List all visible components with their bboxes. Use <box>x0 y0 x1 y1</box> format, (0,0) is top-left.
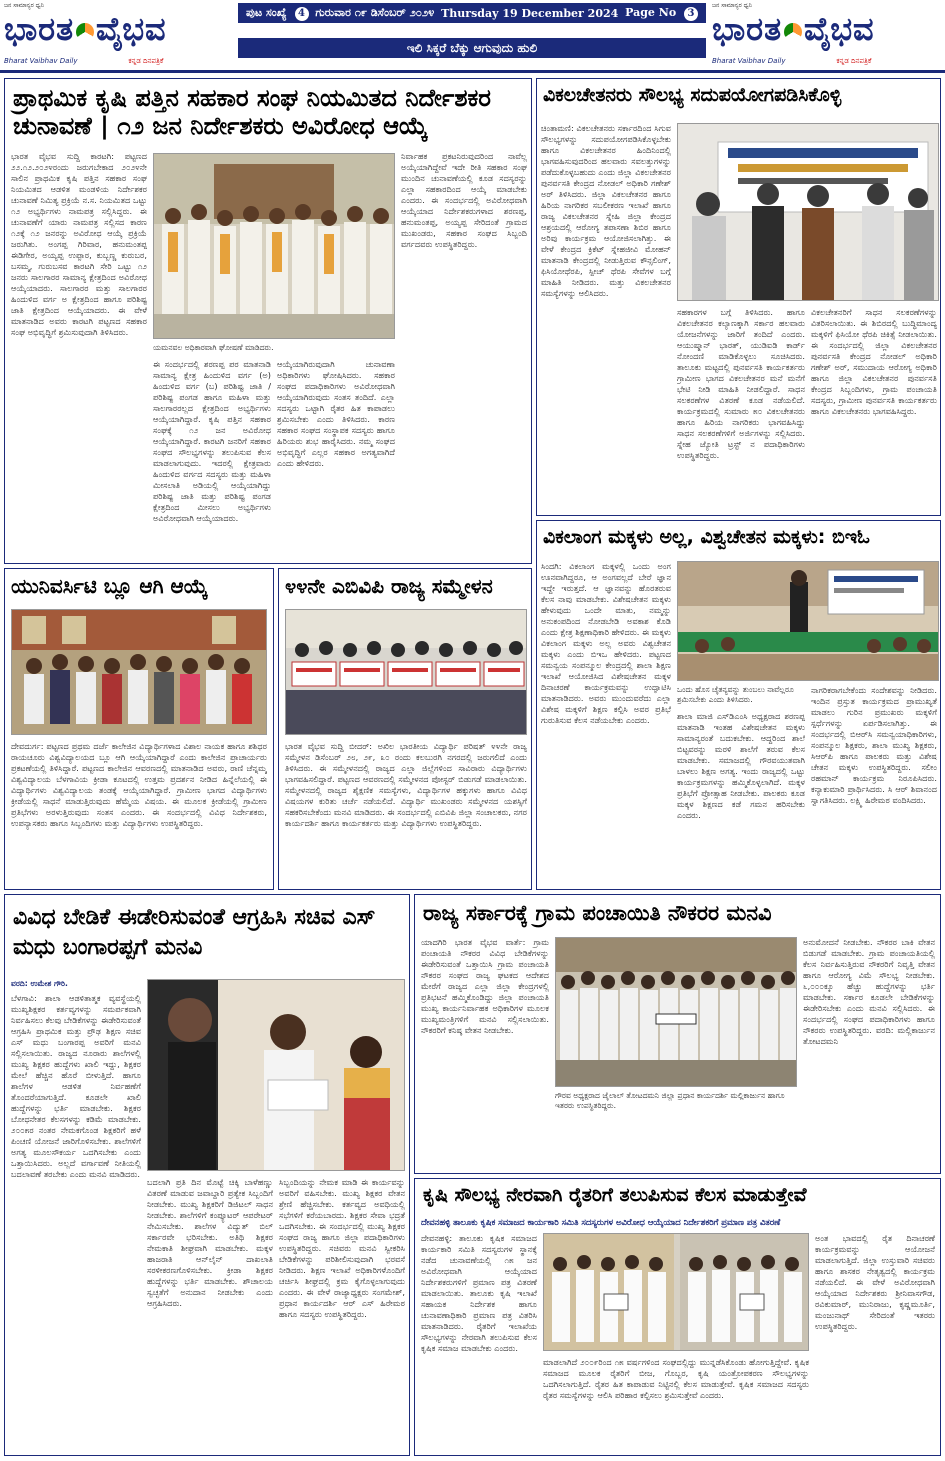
article-body-col2: ಈ ಸಂದರ್ಭದಲ್ಲಿ ಶರಣಪ್ಪ ಪರ ಮಾತನಾಡಿ ಸಾಮಾನ್ಯ ಕ್ಷೇತ್ರ ಹಿಂದುಳಿದ ವರ್ಗ (ಅ) ಹಿಂದುಳಿದ ವರ್ಗ (ಬ) ಪರಿಶಿಷ್ಟ ಜಾತಿ / ಪರಿಶಿಷ್ಟ ಪಂಗಡ ಹಾಗೂ ಮಹಿಳಾ ಮತ್ತು ಸಾಲಗಾರರಲ್ಲದ ಕ್ಷೇತ್ರದಿಂದ ಅಭ್ಯರ್ಥಿಗಳು ಆಯ್ಕೆಯಾಗಿದ್ದಾರೆ. ಕೃಷಿ ಪತ್ತಿನ ಸಹಕಾರ ಸಂಘಕ್ಕೆ ೧೨ ಜನ ಅವಿರೋಧ ಆಯ್ಕೆಯಾಗಿದ್ದಾರೆ. ಕಾರಟಗಿ ಜನರಿಗೆ ಸಹಕಾರ ಸಂಘದ ಸೌಲಭ್ಯಗಳನ್ನು ತಲುಪಿಸುವ ಕೆಲಸ ಮಾಡಲಾಗುವುದು. ಇದರಲ್ಲಿ ಕ್ಷೇತ್ರವಾರು ಹಿಂದುಳಿದ ವರ್ಗದ ಸದಸ್ಯರು ಮತ್ತು ಮಹಿಳಾ ಮೀಸಲಾತಿ ಅಡಿಯಲ್ಲಿ ಆಯ್ಕೆಯಾಗಿದ್ದು ಪರಿಶಿಷ್ಟ ಜಾತಿ ಮತ್ತು ಪರಿಶಿಷ್ಟ ಪಂಗಡ ಕ್ಷೇತ್ರದಿಂದ ಮೀಸಲು ಅಭ್ಯರ್ಥಿಗಳು ಅವಿರೋಧವಾಗಿ ಆಯ್ಕೆಯಾದರು. <box>153 359 271 523</box>
logo-sub: ಕನ್ನಡ ದಿನಪತ್ರಿಕೆ <box>836 57 872 65</box>
article-body-col2: ಮಾಡಲಾಗಿದೆ ೨೦೦೯ರಿಂದ ೧೫ ವರ್ಷಗಳಿಂದ ಸಂಘದಲ್ಲಿದ್ದು ಮುನ್ನಡೆಸಿಕೊಂಡು ಹೋಗುತ್ತಿದ್ದೇವೆ. ಕೃಷಿಕ ಸಮಾಜದ ಮೂಲಕ ರೈತರಿಗೆ ಬೀಜ, ಗೊಬ್ಬರ, ಕೃಷಿ ಯಂತ್ರೋಪಕರಣ ಸೌಲಭ್ಯಗಳನ್ನು ಒದಗಿಸಲಾಗುತ್ತಿದೆ. ರೈತರ ಹಿತ ಕಾಪಾಡುವ ನಿಟ್ಟಿನಲ್ಲಿ ಕೆಲಸ ಮಾಡುತ್ತೇವೆ. ಕೃಷಿಕ ಸಮಾಜದ ಸದಸ್ಯರು ರೈತರ ಸಮಸ್ಯೆಗಳನ್ನು ಆಲಿಸಿ ಪರಿಹಾರ ಕಲ್ಪಿಸಲು ಶ್ರಮಿಸುತ್ತೇವೆ ಎಂದರು. <box>543 1357 809 1400</box>
article-body-col3: ಸಿಬ್ಬಂದಿಯನ್ನು ನೇಮಕ ಮಾಡಿ ಈ ಕಾರ್ಯವನ್ನು ಅವರಿಗೆ ವಹಿಸಬೇಕು. ಮುಖ್ಯ ಶಿಕ್ಷಕರ ವೇತನ ಶ್ರೇಣಿ ಹೆಚ್ಚಿಸಬೇಕು. ಕರ್ತವ್ಯದ ಅವಧಿಯಲ್ಲಿ ಸಭೆಗಳಿಗೆ ಕರೆಯಬಾರದು. ಶಿಕ್ಷಕರ ಸೇವಾ ಭದ್ರತೆ ಒದಗಿಸಬೇಕು. ಈ ಸಂದರ್ಭದಲ್ಲಿ ಮುಖ್ಯ ಶಿಕ್ಷಕರ ಸಂಘದ ರಾಜ್ಯ ಹಾಗೂ ಜಿಲ್ಲಾ ಪದಾಧಿಕಾರಿಗಳು ಉಪಸ್ಥಿತರಿದ್ದರು. ಸಚಿವರು ಮನವಿ ಸ್ವೀಕರಿಸಿ ಬೇಡಿಕೆಗಳನ್ನು ಪರಿಶೀಲಿಸುವುದಾಗಿ ಭರವಸೆ ನೀಡಿದರು. ಶಿಕ್ಷಣ ಇಲಾಖೆ ಅಧಿಕಾರಿಗಳೊಂದಿಗೆ ಚರ್ಚಿಸಿ ಶೀಘ್ರದಲ್ಲಿ ಕ್ರಮ ಕೈಗೊಳ್ಳಲಾಗುವುದು ಎಂದರು. ಈ ವೇಳೆ ರಾಜ್ಯಾಧ್ಯಕ್ಷರು ಸಂಗಮೇಶ್, ಪ್ರಧಾನ ಕಾರ್ಯದರ್ಶಿ ಆರ್ ಎಸ್ ಹಿರೇಮಠ ಹಾಗೂ ಸದಸ್ಯರು ಉಪಸ್ಥಿತರಿದ್ದರು. <box>279 1177 405 1319</box>
article-photo <box>11 609 267 735</box>
article-farmers-society <box>414 1178 941 1456</box>
headline: ರಾಜ್ಯ ಸರ್ಕಾರಕ್ಕೆ ಗ್ರಾಮ ಪಂಚಾಯಿತಿ ನೌಕರರ ಮನವಿ <box>423 901 772 925</box>
article-photo <box>677 561 939 681</box>
headline: ವಿಕಲಾಂಗ ಮಕ್ಕಳು ಅಲ್ಲ, ವಿಶ್ವಚೇತನ ಮಕ್ಕಳು: ಬಿಇಓ <box>543 526 870 548</box>
article-body-col4: ನಿರ್ವಾಹಕ ಪ್ರಕಟನಿರುವುದರಿಂದ ನಾವೆಲ್ಲ ಅಯ್ಕೆಯಾಗಿದ್ದೇವೆ ಇದೇ ರೀತಿ ಸಹಕಾರ ಸಂಘ ಮುಂದಿನ ಚುನಾವಣೆಯಲ್ಲಿ ಕೂಡ ಸದಸ್ಯರನ್ನು ಎಲ್ಲಾ ಸಹಕಾರದಿಂದ ಆಯ್ಕೆ ಮಾಡಬೇಕು ಎಂದರು. ಈ ಸಂದರ್ಭದಲ್ಲಿ ಅವಿರೋಧವಾಗಿ ಆಯ್ಕೆಯಾದ ನಿರ್ದೇಶಕರುಗಳಾದ ಶರಣಪ್ಪ, ಹನುಮಂತಪ್ಪ, ಅಯ್ಯಪ್ಪ ಸೇರಿದಂತೆ ಗ್ರಾಮದ ಮುಖಂಡರು, ಸಹಕಾರ ಸಂಘದ ಸಿಬ್ಬಂದಿ ವರ್ಗದವರು ಉಪಸ್ಥಿತರಿದ್ದರು. <box>401 151 527 249</box>
article-body-col3: ನಾಗರಿಕರಾಗಬೇಕೆಂದು ಸಂದೇಶವನ್ನು ನೀಡಿದರು. ಇಂದಿನ ಪ್ರಸ್ತುತ ಕಾರ್ಯಕ್ರಮದ ಪ್ರಾಮುಖ್ಯತೆ ಮಾಡಲು ಗುರಿನ ಪ್ರಮುಖರು ಮಕ್ಕಳಿಗೆ ಸ್ಪರ್ಧೆಗಳನ್ನು ಏರ್ಪಡಿಸಲಾಗಿತ್ತು. ಈ ಸಂದರ್ಭದಲ್ಲಿ ಬಿಆರ್‌ಸಿ ಸಮನ್ವಯಾಧಿಕಾರಿಗಳು, ಸಂಪನ್ಮೂಲ ಶಿಕ್ಷಕರು, ಶಾಲಾ ಮುಖ್ಯ ಶಿಕ್ಷಕರು, ಸಿಆರ್‌ಪಿ ಹಾಗೂ ಪಾಲಕರು ಮತ್ತು ವಿಶೇಷ ಚೇತನ ಮಕ್ಕಳು ಉಪಸ್ಥಿತರಿದ್ದರು. ಸಲೀಂ ರಹಮಾನ್ ಕಾರ್ಯಕ್ರಮ ನಿರೂಪಿಸಿದರು. ಕನ್ಯಾಕುಮಾರಿ ಪ್ರಾರ್ಥಿಸಿದರು. ಸಿ ಆರ್ ಶಿವಾನಂದ ಸ್ವಾಗತಿಸಿದರು. ಲಕ್ಷ್ಮಿ ಹಿರೇಮಠ ವಂದಿಸಿದರು. <box>811 685 937 805</box>
article-body-col1: ಚಿಂತಾಮಣಿ: ವಿಕಲಚೇತನರು ಸರ್ಕಾರದಿಂದ ಸಿಗುವ ಸೌಲಭ್ಯಗಳನ್ನು ಸದುಪಯೋಗಪಡಿಸಿಕೊಳ್ಳಬೇಕು ಹಾಗೂ ವಿಕಲಚೇತನರ ಹಿಂದಿನಿಂದಲ್ಲಿ ಭಾಗವಹಿಸುವುದರಿಂದ ಹಲವಾರು ಸವಲತ್ತುಗಳನ್ನು ಪಡೆದುಕೊಳ್ಳಬಹುದು ಎಂದು ಜಿಲ್ಲಾ ವಿಕಲಚೇತನರ ಪುನರ್ವಸತಿ ಕೇಂದ್ರದ ನೋಡಲ್ ಅಧಿಕಾರಿ ಗಣೇಶ್ ಅರ್ ತಿಳಿಸಿದರು. ಜಿಲ್ಲಾ ವಿಕಲಚೇತನರ ಹಾಗೂ ಹಿರಿಯ ನಾಗರಿಕರ ಸಬಲೀಕರಣ ಇಲಾಖೆ ಹಾಗೂ ರಾಜ್ಯ ವಿಕಲಚೇತನರ ಸ್ನೇಹಿ ಜಿಲ್ಲಾ ಕೇಂದ್ರದ ಆಶ್ರಯದಲ್ಲಿ ಆರೋಗ್ಯ ತಪಾಸಣಾ ಶಿಬಿರ ಹಾಗೂ ಅರಿವು ಕಾರ್ಯಕ್ರಮ ಆಯೋಜಿಸಲಾಗಿತ್ತು. ಈ ವೇಳೆ ಕೇಂದ್ರದ ಕ್ರಿಕೆಟ್ ಸ್ನೇಹಜೀವಿ ಮೋಹನ್ ಮಾತನಾಡಿ ಕೇಂದ್ರದಲ್ಲಿ ನೀಡುತ್ತಿರುವ ಕೌನ್ಸಲಿಂಗ್, ಫಿಸಿಯೋಥೆರಪಿ, ಸ್ಪೀಚ್ ಥೆರಪಿ ಸೇವೆಗಳ ಬಗ್ಗೆ ಮಾಹಿತಿ ನೀಡಿದರು. ಮತ್ತು ವಿಕಲಚೇತನರ ಸಮಸ್ಯೆಗಳನ್ನು ಆಲಿಸಿದರು. <box>541 123 671 298</box>
article-body-col3: ಆಯ್ಕೆಯಾಗಿರುವುದಾಗಿ ಚುನಾವಣಾ ಅಧಿಕಾರಿಗಳು ಘೋಷಿಸಿದರು. ಸಹಕಾರ ಸಂಘದ ಪದಾಧಿಕಾರಿಗಳು ಅವಿರೋಧವಾಗಿ ಆಯ್ಕೆಯಾಗಿರುವುದು ಸಂತಸ ತಂದಿದೆ. ಎಲ್ಲಾ ಸದಸ್ಯರು ಒಟ್ಟಾಗಿ ರೈತರ ಹಿತ ಕಾಪಾಡಲು ಶ್ರಮಿಸಬೇಕು ಎಂದು ತಿಳಿಸಿದರು. ಕಾರಣ ಸಹಕಾರ ಸಂಘದ ಸಂಸ್ಥಾಪಕ ಸದಸ್ಯರು ಹಾಗೂ ಹಿರಿಯರು ಶುಭ ಹಾರೈಸಿದರು. ನಮ್ಮ ಸಂಘದ ಅಭಿವೃದ್ಧಿಗೆ ಎಲ್ಲರ ಸಹಕಾರ ಅಗತ್ಯವಾಗಿದೆ ಎಂದು ಹೇಳಿದರು. <box>277 359 395 468</box>
logo-left <box>4 2 234 64</box>
logo-tagline: ಜನ ಸಾಮಾನ್ಯರ ಧ್ವನಿ <box>712 2 752 9</box>
article-body-col1: ಯಾದಗಿರಿ ಭಾರತ ವೈಭವ ವಾರ್ತೆ: ಗ್ರಾಮ ಪಂಚಾಯತಿ ನೌಕರರ ವಿವಿಧ ಬೇಡಿಕೆಗಳನ್ನು ಈಡೇರಿಸುವಂತೆ ಒತ್ತಾಯಿಸಿ ಗ್ರಾಮ ಪಂಚಾಯತಿ ನೌಕರರ ಸಂಘದ ರಾಜ್ಯ ಘಟಕದ ಆದೇಶದ ಮೇರೆಗೆ ರಾಜ್ಯದ ಎಲ್ಲಾ ಜಿಲ್ಲಾ ಕೇಂದ್ರಗಳಲ್ಲಿ ಪ್ರತಿಭಟನೆ ಹಮ್ಮಿಕೊಂಡಿದ್ದು ಜಿಲ್ಲಾ ಪಂಚಾಯತಿ ಮುಖ್ಯ ಕಾರ್ಯನಿರ್ವಾಹಕ ಅಧಿಕಾರಿಗಳ ಮೂಲಕ ಮುಖ್ಯಮಂತ್ರಿಗಳಿಗೆ ಮನವಿ ಸಲ್ಲಿಸಲಾಯಿತು. ನೌಕರರಿಗೆ ಕನಿಷ್ಠ ವೇತನ ನೀಡಬೇಕು. <box>421 937 549 1035</box>
article-body: ದೇವದುರ್ಗ: ಪಟ್ಟಣದ ಪ್ರಥಮ ದರ್ಜೆ ಕಾಲೇಜಿನ ವಿದ್ಯಾರ್ಥಿಗಳಾದ ವಿಶಾಲ ನಾಯಕ ಹಾಗೂ ಶಶಿಧರ ರಾಯಚೂರು ವಿಶ್ವವಿದ್ಯಾಲಯದ ಬ್ಲೂ ಆಗಿ ಆಯ್ಕೆಯಾಗಿದ್ದಾರೆ ಎಂದು ಕಾಲೇಜಿನ ಪ್ರಾಚಾರ್ಯರು ಪ್ರಕಟಣೆಯಲ್ಲಿ ತಿಳಿಸಿದ್ದಾರೆ. ಪಟ್ಟಣದ ಕಾಲೇಜಿನ ಆವರಣದಲ್ಲಿ ಮಾತನಾಡಿದ ಅವರು, ರಾಣಿ ಚೆನ್ನಮ್ಮ ವಿಶ್ವವಿದ್ಯಾಲಯ ಬೆಳಗಾವಿಯ ಕ್ರೀಡಾ ಕೂಟದಲ್ಲಿ ಉತ್ತಮ ಪ್ರದರ್ಶನ ನೀಡಿದ ಹಿನ್ನೆಲೆಯಲ್ಲಿ ಈ ವಿದ್ಯಾರ್ಥಿಗಳು ವಿಶ್ವವಿದ್ಯಾಲಯ ತಂಡಕ್ಕೆ ಆಯ್ಕೆಯಾಗಿದ್ದಾರೆ. ಗ್ರಾಮೀಣ ಭಾಗದ ವಿದ್ಯಾರ್ಥಿಗಳು ಕ್ರೀಡೆಯಲ್ಲಿ ಸಾಧನೆ ಮಾಡುತ್ತಿರುವುದು ಹೆಮ್ಮೆಯ ವಿಷಯ. ಈ ಮೂಲಕ ಕ್ರೀಡೆಯಲ್ಲಿ ಗ್ರಾಮೀಣ ಪ್ರತಿಭೆಗಳು ಅರಳುತ್ತಿರುವುದು ಸಂತಸ ಎಂದರು. ಈ ಸಂದರ್ಭದಲ್ಲಿ ವಿವಿಧ ನಿರ್ದೇಶಕರು, ಉಪನ್ಯಾಸಕರು ಹಾಗೂ ಸಿಬ್ಬಂದಿಗಳು ಮತ್ತು ವಿದ್ಯಾರ್ಥಿಗಳು ಉಪಸ್ಥಿತರಿದ್ದರು. <box>11 741 267 828</box>
article-disabled-facilities <box>536 78 941 516</box>
article-university-blue <box>4 568 274 890</box>
article-panchayat-staff <box>414 894 941 1174</box>
article-photo <box>677 123 939 301</box>
date-bar <box>238 3 706 23</box>
article-photo <box>147 979 405 1171</box>
logo-name <box>4 10 234 48</box>
article-body-col2: ಶಾಲಾ ಮಾಜಿ ಎಸ್‌ಡಿಎಂಸಿ ಅಧ್ಯಕ್ಷರಾದ ಶರಣಪ್ಪ ಮಾತನಾಡಿ ಇಂತಹ ವಿಶೇಷಚೇತನ ಮಕ್ಕಳು ಸಾಮಾನ್ಯರಂತೆ ಬದುಕಬೇಕು. ಆದ್ದರಿಂದ ಶಾಲೆ ಬಿಟ್ಟವರನ್ನು ಮರಳಿ ಶಾಲೆಗೆ ತರುವ ಕೆಲಸ ಮಾಡಬೇಕು. ಸಮಾಜದಲ್ಲಿ ಗೌರವಯುತವಾಗಿ ಬಾಳಲು ಶಿಕ್ಷಣ ಅಗತ್ಯ. ಇಂದು ರಾಜ್ಯದಲ್ಲಿ ಒಟ್ಟು ಕಾರ್ಯಕ್ರಮಗಳನ್ನು ಹಮ್ಮಿಕೊಳ್ಳಲಾಗಿದೆ. ಮಕ್ಕಳ ಪ್ರತಿಭೆಗೆ ಪ್ರೋತ್ಸಾಹ ನೀಡಬೇಕು. ಪಾಲಕರು ಕೂಡ ಮಕ್ಕಳ ಶಿಕ್ಷಣದ ಕಡೆ ಗಮನ ಹರಿಸಬೇಕು ಎಂದರು. <box>677 711 805 820</box>
article-photo <box>555 937 797 1087</box>
logo-right <box>712 2 942 64</box>
article-body: ಭಾರತ ವೈಭವ ಸುದ್ದಿ ಬೀದರ್: ಅಖಿಲ ಭಾರತೀಯ ವಿದ್ಯಾರ್ಥಿ ಪರಿಷತ್ ೪೪ನೇ ರಾಜ್ಯ ಸಮ್ಮೇಳನ ಡಿಸೆಂಬರ್ ೨೮, ೨೯, ೩೦ ರಂದು ಕಲಬುರಗಿ ನಗರದಲ್ಲಿ ಜರುಗಲಿದೆ ಎಂದು ತಿಳಿಸಿದರು. ಈ ಸಮ್ಮೇಳನದಲ್ಲಿ ರಾಜ್ಯದ ಎಲ್ಲಾ ಜಿಲ್ಲೆಗಳಿಂದ ಸಾವಿರಾರು ವಿದ್ಯಾರ್ಥಿಗಳು ಭಾಗವಹಿಸಲಿದ್ದಾರೆ. ಪಟ್ಟಣದ ಆವರಣದಲ್ಲಿ ಸಮ್ಮೇಳನದ ಪೋಸ್ಟರ್ ಬಿಡುಗಡೆ ಮಾಡಲಾಯಿತು. ಸಮ್ಮೇಳನದಲ್ಲಿ ರಾಜ್ಯದ ಶೈಕ್ಷಣಿಕ ಸಮಸ್ಯೆಗಳು, ವಿದ್ಯಾರ್ಥಿಗಳ ಹಕ್ಕುಗಳು ಹಾಗೂ ವಿವಿಧ ವಿಷಯಗಳ ಕುರಿತು ಚರ್ಚೆ ನಡೆಯಲಿದೆ. ವಿದ್ಯಾರ್ಥಿ ಮುಖಂಡರು ಸಮ್ಮೇಳನದ ಯಶಸ್ಸಿಗೆ ಸಹಕರಿಸಬೇಕೆಂದು ಮನವಿ ಮಾಡಿದರು. ಈ ಸಂದರ್ಭದಲ್ಲಿ ಎಬಿವಿಪಿ ಜಿಲ್ಲಾ ಸಂಚಾಲಕರು, ನಗರ ಕಾರ್ಯದರ್ಶಿ ಹಾಗೂ ಕಾರ್ಯಕರ್ತರು ಮತ್ತು ವಿದ್ಯಾರ್ಥಿಗಳು ಉಪಸ್ಥಿತರಿದ್ದರು. <box>285 741 527 828</box>
article-body-col1: ದೇವನಹಳ್ಳಿ: ತಾಲೂಕು ಕೃಷಿಕ ಸಮಾಜದ ಕಾರ್ಯಕಾರಿ ಸಮಿತಿ ಸದಸ್ಯರುಗಳ ಸ್ಥಾನಕ್ಕೆ ನಡೆದ ಚುನಾವಣೆಯಲ್ಲಿ ೧೫ ಜನ ಅವಿರೋಧವಾಗಿ ಆಯ್ಕೆಯಾದ ನಿರ್ದೇಶಕರುಗಳಿಗೆ ಪ್ರಮಾಣ ಪತ್ರ ವಿತರಣೆ ಮಾಡಲಾಯಿತು. ತಾಲೂಕು ಕೃಷಿ ಇಲಾಖೆ ಸಹಾಯಕ ನಿರ್ದೇಶಕ ಹಾಗೂ ಚುನಾವಣಾಧಿಕಾರಿ ಪ್ರಮಾಣ ಪತ್ರ ವಿತರಿಸಿ ಮಾತನಾಡಿದರು. ರೈತರಿಗೆ ಇಲಾಖೆಯ ಸೌಲಭ್ಯಗಳನ್ನು ನೇರವಾಗಿ ತಲುಪಿಸುವ ಕೆಲಸ ಕೃಷಿಕ ಸಮಾಜ ಮಾಡಬೇಕು ಎಂದರು. <box>421 1233 537 1353</box>
article-cooperative-election <box>4 78 532 564</box>
article-body-col2: ಅನುಮೋದನೆ ನೀಡಬೇಕು. ನೌಕರರ ಬಾಕಿ ವೇತನ ಬಿಡುಗಡೆ ಮಾಡಬೇಕು. ಗ್ರಾಮ ಪಂಚಾಯತಿಯಲ್ಲಿ ಕೆಲಸ ನಿರ್ವಹಿಸುತ್ತಿರುವ ನೌಕರರಿಗೆ ನಿವೃತ್ತಿ ವೇತನ ಹಾಗೂ ಆರೋಗ್ಯ ವಿಮೆ ಸೌಲಭ್ಯ ನೀಡಬೇಕು. ೬,೦೦೦ಕ್ಕೂ ಹೆಚ್ಚು ಹುದ್ದೆಗಳನ್ನು ಭರ್ತಿ ಮಾಡಬೇಕು. ಸರ್ಕಾರ ಕೂಡಲೇ ಬೇಡಿಕೆಗಳನ್ನು ಈಡೇರಿಸಬೇಕು ಎಂದು ಮನವಿ ಸಲ್ಲಿಸಿದರು. ಈ ಸಂದರ್ಭದಲ್ಲಿ ಸಂಘದ ಪದಾಧಿಕಾರಿಗಳು ಹಾಗೂ ನೌಕರರು ಉಪಸ್ಥಿತರಿದ್ದರು. ವರದಿ: ಮಲ್ಲಿಕಾರ್ಜುನ ತೋಟದಮನಿ <box>803 937 935 1046</box>
article-body-col2: ಬದಲಾಗಿ ಪ್ರತಿ ದಿನ ಮೊಟ್ಟೆ ಚಿಕ್ಕಿ ಬಾಳೆಹಣ್ಣು ವಿತರಣೆ ಮಾಡುವ ಜವಾಬ್ದಾರಿ ಪ್ರತ್ಯೇಕ ಸಿಬ್ಬಂದಿಗೆ ನೀಡಬೇಕು. ಮುಖ್ಯ ಶಿಕ್ಷಕರಿಗೆ ಡಿಜಿಟಲ್ ಸಾಧನ ನೀಡಬೇಕು. ಶಾಲೆಗಳಿಗೆ ಕಂಪ್ಯೂಟರ್ ಆಪರೇಟರ್ ನೇಮಿಸಬೇಕು. ಶಾಲೆಗಳ ವಿದ್ಯುತ್ ಬಿಲ್ ಸರ್ಕಾರವೇ ಭರಿಸಬೇಕು. ಅತಿಥಿ ಶಿಕ್ಷಕರ ನೇಮಕಾತಿ ಶೀಘ್ರವಾಗಿ ಮಾಡಬೇಕು. ಮಕ್ಕಳ ಹಾಜರಾತಿ ಆನ್‌ಲೈನ್ ದಾಖಲಾತಿ ಸರಳೀಕರಣಗೊಳಿಸಬೇಕು. ಕ್ರೀಡಾ ಶಿಕ್ಷಕರ ಹುದ್ದೆಗಳನ್ನು ಭರ್ತಿ ಮಾಡಬೇಕು. ಶೌಚಾಲಯ ಸ್ವಚ್ಛತೆಗೆ ಅನುದಾನ ನೀಡಬೇಕು ಎಂದು ಆಗ್ರಹಿಸಿದರು. <box>147 1177 273 1308</box>
article-body-col1: ಬೆಳಗಾವಿ: ಶಾಲಾ ಆಡಳಿತಾತ್ಮಕ ವ್ಯವಸ್ಥೆಯಲ್ಲಿ ಮುಖ್ಯಶಿಕ್ಷಕರ ಕರ್ತವ್ಯಗಳನ್ನು ಸಮರ್ಪಕವಾಗಿ ನಿರ್ವಹಿಸಲು ಕೆಲವು ಬೇಡಿಕೆಗಳನ್ನು ಈಡೇರಿಸುವಂತೆ ಆಗ್ರಹಿಸಿ ಪ್ರಾಥಮಿಕ ಮತ್ತು ಪ್ರೌಢ ಶಿಕ್ಷಣ ಸಚಿವ ಎಸ್ ಮಧು ಬಂಗಾರಪ್ಪ ಅವರಿಗೆ ಮನವಿ ಸಲ್ಲಿಸಲಾಯಿತು. ರಾಜ್ಯದ ನೂರಾರು ಶಾಲೆಗಳಲ್ಲಿ ಮುಖ್ಯ ಶಿಕ್ಷಕರ ಹುದ್ದೆಗಳು ಖಾಲಿ ಇದ್ದು, ಶಿಕ್ಷಕರ ಮೇಲೆ ಹೆಚ್ಚಿನ ಹೊರೆ ಬೀಳುತ್ತಿದೆ. ಹಾಗೂ ಶಾಲೆಗಳ ಆಡಳಿತ ನಿರ್ವಹಣೆಗೆ ತೊಂದರೆಯಾಗುತ್ತಿದೆ. ಕೂಡಲೇ ಖಾಲಿ ಹುದ್ದೆಗಳನ್ನು ಭರ್ತಿ ಮಾಡಬೇಕು. ಶಿಕ್ಷಕರ ಬೋಧನೇತರ ಕೆಲಸಗಳನ್ನು ಕಡಿಮೆ ಮಾಡಬೇಕು. ೨೦೦೫ರ ನಂತರ ನೇಮಕಗೊಂಡ ಶಿಕ್ಷಕರಿಗೆ ಹಳೆ ಪಿಂಚಣಿ ಯೋಜನೆ ಜಾರಿಗೊಳಿಸಬೇಕು. ಶಾಲೆಗಳಿಗೆ ಅಗತ್ಯ ಮೂಲಸೌಕರ್ಯ ಒದಗಿಸಬೇಕು ಎಂದು ಒತ್ತಾಯಿಸಿದರು. ಅಲ್ಲದೆ ವರ್ಗಾವಣೆ ನೀತಿಯಲ್ಲಿ ಬದಲಾವಣೆ ತರಬೇಕು ಎಂದು ಮನವಿ ಮಾಡಿದರು. <box>11 993 141 1179</box>
headline: ಯುನಿವರ್ಸಿಟಿ ಬ್ಲೂ ಆಗಿ ಆಯ್ಕೆ <box>11 574 208 598</box>
logo-sub: ಕನ್ನಡ ದಿನಪತ್ರಿಕೆ <box>128 57 164 65</box>
page-number: 3 <box>684 7 698 21</box>
logo-name-right: ವೈಭವ <box>804 10 875 48</box>
article-special-children <box>536 520 941 890</box>
article-body-col1: ಸಿಂದಗಿ: ವಿಕಲಾಂಗ ಮಕ್ಕಳಲ್ಲಿ ಒಂದು ಅಂಗ ಊನವಾಗಿದ್ದರೂ, ಆ ಅಂಗವಲ್ಲದೆ ಬೇರೆ ಜ್ಞಾನ ಇದ್ದೇ ಇರುತ್ತದೆ. ಆ ಜ್ಞಾನವನ್ನು ಹೊರತರುವ ಕೆಲಸ ನಾವು ಮಾಡಬೇಕು. ವಿಶೇಷಚೇತನ ಮಕ್ಕಳು ಹೇಳುವುದು ಒಂದೇ ಮಾತು, ನಮ್ಮನ್ನು ಅನುಕಂಪದಿಂದ ನೋಡಬೇಡಿ ಅವಕಾಶ ಕೊಡಿ ಎಂದು ಕ್ಷೇತ್ರ ಶಿಕ್ಷಣಾಧಿಕಾರಿ ಹೇಳಿದರು. ಈ ಮಕ್ಕಳು ವಿಕಲಾಂಗ ಮಕ್ಕಳು ಅಲ್ಲ ಅವರು ವಿಶ್ವಚೇತನ ಮಕ್ಕಳು ಎಂದು ಬಿಇಒ ಹೇಳಿದರು. ಪಟ್ಟಣದ ಸಮನ್ವಯ ಸಂಪನ್ಮೂಲ ಕೇಂದ್ರದಲ್ಲಿ ಶಾಲಾ ಶಿಕ್ಷಣ ಇಲಾಖೆ ಆಯೋಜಿಸಿದ ವಿಶೇಷಚೇತನ ಮಕ್ಕಳ ದಿನಾಚರಣೆ ಕಾರ್ಯಕ್ರಮವನ್ನು ಉದ್ಘಾಟಿಸಿ ಮಾತನಾಡಿದರು. ಅವರು ಮುಂದುವರೆದು ಎಲ್ಲಾ ವಿಶೇಷ ಮಕ್ಕಳಿಗೆ ಶಿಕ್ಷಣ ಕಲ್ಪಿಸಿ ಅವರ ಪ್ರತಿಭೆ ಗುರುತಿಸುವ ಕೆಲಸ ನಡೆಯಬೇಕು ಎಂದರು. <box>541 561 671 725</box>
article-teachers-memorandum <box>4 894 410 1456</box>
article-body-col3: ಅಂತ ಭಾವದಲ್ಲಿ ರೈತ ದಿನಾಚರಣೆ ಕಾರ್ಯಕ್ರಮವನ್ನು ಆಯೋಜನೆ ಮಾಡಲಾಗುತ್ತಿದೆ. ಜಿಲ್ಲಾ ಉಸ್ತುವಾರಿ ಸಚಿವರು ಹಾಗೂ ಶಾಸಕರ ನೇತೃತ್ವದಲ್ಲಿ ಕಾರ್ಯಕ್ರಮ ನಡೆಯಲಿದೆ. ಈ ವೇಳೆ ಅವಿರೋಧವಾಗಿ ಆಯ್ಕೆಯಾದ ನಿರ್ದೇಶಕರು ಶ್ರೀನಿವಾಸಗೌಡ, ರವಿಕುಮಾರ್, ಮುನಿರಾಜು, ಕೃಷ್ಣಮೂರ್ತಿ, ಮಂಜುನಾಥ್ ಸೇರಿದಂತೆ ಇತರರು ಉಪಸ್ಥಿತರಿದ್ದರು. <box>815 1233 935 1331</box>
article-body-col2: ಸಹಕಾರಗಳ ಬಗ್ಗೆ ತಿಳಿಸಿದರು. ಹಾಗೂ ವಿಕಲಚೇತನರ ಕಲ್ಯಾಣಕ್ಕಾಗಿ ಸರ್ಕಾರ ಹಲವಾರು ಯೋಜನೆಗಳನ್ನು ಜಾರಿಗೆ ತಂದಿದೆ ಎಂದರು. ಆಯುಷ್ಮಾನ್ ಭಾರತ್, ಯುಡಿಐಡಿ ಕಾರ್ಡ್ ನೋಂದಣಿ ಮಾಡಿಕೊಳ್ಳಲು ಸೂಚಿಸಿದರು. ತಾಲೂಕು ಮಟ್ಟದಲ್ಲಿ ಪುನರ್ವಸತಿ ಕಾರ್ಯಕರ್ತರು ಗ್ರಾಮೀಣ ಭಾಗದ ವಿಕಲಚೇತನರ ಮನೆ ಮನೆಗೆ ಭೇಟಿ ನೀಡಿ ಮಾಹಿತಿ ನೀಡಲಿದ್ದಾರೆ. ಸಾಧನ ಸಲಕರಣೆಗಳ ವಿತರಣೆ ಕೂಡ ನಡೆಯಲಿದೆ. ಕಾರ್ಯಕ್ರಮದಲ್ಲಿ ಸುಮಾರು ೫೦ ವಿಕಲಚೇತನರು ಹಾಗೂ ಹಿರಿಯ ನಾಗರಿಕರು ಭಾಗವಹಿಸಿದ್ದು ಸಾಧನ ಸಲಕರಣೆಗಳಿಗೆ ಅರ್ಜಿಗಳನ್ನು ಸಲ್ಲಿಸಿದರು. ಸ್ನೇಹ ಜ್ಯೋತಿ ಟ್ರಸ್ಟ್ ನ ಪದಾಧಿಕಾರಿಗಳು ಉಪಸ್ಥಿತರಿದ್ದರು. <box>677 307 805 460</box>
photo-caption: ಒಂದು ಹೊಸ ಚೈತನ್ಯವನ್ನು ತುಂಬಲು ನಾವೆಲ್ಲರೂ ಶ್ರಮಿಸಬೇಕು ಎಂದು ತಿಳಿಸಿದರು. <box>677 685 794 704</box>
article-abvp-conference <box>278 568 532 890</box>
headline: ೪೪ನೇ ಎಬಿವಿಪಿ ರಾಜ್ಯ ಸಮ್ಮೇಳನ <box>285 574 493 598</box>
logo-name-right: ವೈಭವ <box>96 10 167 48</box>
motto-bar: ಇಲಿ ಸಿಕ್ಕರೆ ಬೆಕ್ಕು ಆಗುವುದು ಹುಲಿ <box>238 38 706 58</box>
article-photo <box>543 1233 809 1351</box>
article-photo <box>285 609 527 735</box>
issue-label: ಪುಟ ಸಂಖ್ಯೆ <box>246 5 287 19</box>
headline: ಕೃಷಿ ಸೌಲಭ್ಯ ನೇರವಾಗಿ ರೈತರಿಗೆ ತಲುಪಿಸುವ ಕೆಲಸ ಮಾಡುತ್ತೇವೆ <box>423 1184 807 1206</box>
date-kannada: ಗುರುವಾರ ೧೯ ಡಿಸೆಂಬರ್ ೨೦೨೪ <box>315 6 435 19</box>
page-label: Page No <box>625 5 677 19</box>
masthead <box>0 0 945 70</box>
headline: ಪ್ರಾಥಮಿಕ ಕೃಷಿ ಪತ್ತಿನ ಸಹಕಾರ ಸಂಘ ನಿಯಮಿತದ ನಿರ್ದೇಶಕರ ಚುನಾವಣೆ | ೧೨ ಜನ ನಿರ್ದೇಶಕರು ಅವಿರೋಧ ಆಯ್ಕೆ <box>13 84 492 140</box>
issue-number: 4 <box>295 7 309 21</box>
flag-icon <box>76 23 94 41</box>
masthead-rule <box>0 70 945 73</box>
logo-name-left: ಭಾರತ <box>712 10 783 48</box>
logo-tagline: ಜನ ಸಾಮಾನ್ಯರ ಧ್ವನಿ <box>4 2 44 9</box>
headline: ವಿಕಲಚೇತನರು ಸೌಲಭ್ಯ ಸದುಪಯೋಗಪಡಿಸಿಕೊಳ್ಳಿ <box>543 84 842 106</box>
byline: ವರದಿ: ಉಮೇಶ ಗೌರಿ. <box>11 979 68 988</box>
logo-name <box>712 10 942 48</box>
flag-icon <box>784 23 802 41</box>
logo-english-name: Bharat Vaibhav Daily <box>4 57 78 65</box>
article-body-col1: ಭಾರತ ವೈಭವ ಸುದ್ದಿ ಕಾರಟಗಿ: ಪಟ್ಟಣದ ೨೨.೧೨.೨೦೨೪ರಂದು ಜರುಗಬೇಕಾದ ೨೦೨೪ನೇ ಸಾಲಿನ ಪ್ರಾಥಮಿಕ ಕೃಷಿ ಪತ್ತಿನ ಸಹಕಾರ ಸಂಘ ನಿಯಮಿತದ ಆಡಳಿತ ಮಂಡಳಿಯ ನಿರ್ದೇಶಕರ ಚುನಾವಣೆ ನಿಮಿತ್ಯ ಪ್ರಕ್ರಿಯೆ ನ.ಸ. ನಿಯಮಿತದ ಒಟ್ಟು ೧೨ ಅಭ್ಯರ್ಥಿಗಳು ನಾಮಪತ್ರ ಸಲ್ಲಿಸಿದ್ದರು. ಈ ಚುನಾವಣೆಗೆ ಯಾರು ನಾಮಪತ್ರ ಸಲ್ಲಿಸದ ಕಾರಣ ೧೨ಕ್ಕೆ ೧೨ ಜನರನ್ನು ಅವಿರೋಧ ಆಯ್ಕೆ ಪ್ರಕ್ರಿಯೆ ಜರುಗಿತು. ಅಂಗಪ್ಪ ಗಿರಿವಾರ, ಹನುಮಂತಪ್ಪ ಈಡಿಗೇರ, ಅಯ್ಯಪ್ಪ ಉಪ್ಪಾರ, ಕುಬ್ಬಣ್ಣ ಕುರುಬರ, ಬಸಮ್ಮ, ಗುರುಬಸವ ಕಾರಟಗಿ ಸೇರಿ ಒಟ್ಟು ೧೨ ಜನರು ಸಾಲಗಾರರ ಸಾಮಾನ್ಯ ಕ್ಷೇತ್ರದಿಂದ ಅವಿರೋಧ ಆಯ್ಕೆಯಾದರು. ಸಾಲಗಾರರ ಮತ್ತು ಸಾಲಗಾರರ ಹಿಂದುಳಿದ ವರ್ಗ ಅ ಕ್ಷೇತ್ರದಿಂದ ಹಾಗೂ ಪರಿಶಿಷ್ಟ ಜಾತಿ ಕ್ಷೇತ್ರದಿಂದ ಆಯ್ಕೆಯಾದರು. ಈ ವೇಳೆ ಮಾತನಾಡಿದ ಅವರು ಕಾರಟಗಿ ಪಟ್ಟಣದ ಸಹಕಾರ ಸಂಘ ಅಭಿವೃದ್ಧಿಗೆ ಶ್ರಮಿಸುವುದಾಗಿ ತಿಳಿಸಿದರು. <box>11 151 147 337</box>
headline: ವಿವಿಧ ಬೇಡಿಕೆ ಈಡೇರಿಸುವಂತೆ ಆಗ್ರಹಿಸಿ ಸಚಿವ ಎಸ್ ಮಧು ಬಂಗಾರಪ್ಪಗೆ ಮನವಿ <box>13 905 376 960</box>
logo-name-left: ಭಾರತ <box>4 10 75 48</box>
date-english: Thursday 19 December 2024 <box>441 6 619 20</box>
logo-english-name: Bharat Vaibhav Daily <box>712 57 786 65</box>
deck: ದೇವನಹಳ್ಳಿ ತಾಲೂಕು ಕೃಷಿಕ ಸಮಾಜದ ಕಾರ್ಯಕಾರಿ ಸಮಿತಿ ಸದಸ್ಯರುಗಳ ಅವಿರೋಧ ಆಯ್ಕೆಯಾದ ನಿರ್ದೇಶಕರಿಗೆ ಪ್ರಮಾಣ ಪತ್ರ ವಿತರಣೆ <box>421 1217 781 1227</box>
photo-caption: ಯಮನವಲ ಅಧಿಕಾರವಾಗಿ ಘೋಷಣೆ ಮಾಡಿದರು. <box>153 343 274 352</box>
article-photo <box>153 153 395 339</box>
article-body-col3: ವಿಕಲಚೇತನರಿಗೆ ಸಾಧನ ಸಲಕರಣೆಗಳನ್ನು ವಿತರಿಸಲಾಯಿತು. ಈ ಶಿಬಿರದಲ್ಲಿ ಬುದ್ಧಿಮಾಂದ್ಯ ಮಕ್ಕಳಿಗೆ ಫಿಸಿಯೋ ಥೆರಪಿ ಚಿಕಿತ್ಸೆ ನೀಡಲಾಯಿತು. ಈ ಸಂದರ್ಭದಲ್ಲಿ ಜಿಲ್ಲಾ ವಿಕಲಚೇತನರ ಪುನರ್ವಸತಿ ಕೇಂದ್ರದ ನೋಡಲ್ ಅಧಿಕಾರಿ ಗಣೇಶ್ ಅರ್, ಸಮುದಾಯ ಆರೋಗ್ಯ ಅಧಿಕಾರಿ ಹಾಗೂ ಜಿಲ್ಲಾ ವಿಕಲಚೇತನರ ಪುನರ್ವಸತಿ ಕೇಂದ್ರದ ಸಿಬ್ಬಂದಿಗಳು, ಗ್ರಾಮ ಪಂಚಾಯತಿ ಸದಸ್ಯರು, ಗ್ರಾಮೀಣ ಪುನರ್ವಸತಿ ಕಾರ್ಯಕರ್ತರು ಹಾಗೂ ವಿಕಲಚೇತನರು ಭಾಗವಹಿಸಿದ್ದರು. <box>811 307 937 416</box>
photo-caption: ಗೌರವ ಅಧ್ಯಕ್ಷರಾದ ಜೈಲಾಲ್ ತೋಟದಮನಿ ಜಿಲ್ಲಾ ಪ್ರಧಾನ ಕಾರ್ಯದರ್ಶಿ ಮಲ್ಲಿಕಾರ್ಜುನ ಹಾಗೂ ಇತರರು ಉಪಸ್ಥಿತರಿದ್ದರು. <box>555 1091 785 1110</box>
